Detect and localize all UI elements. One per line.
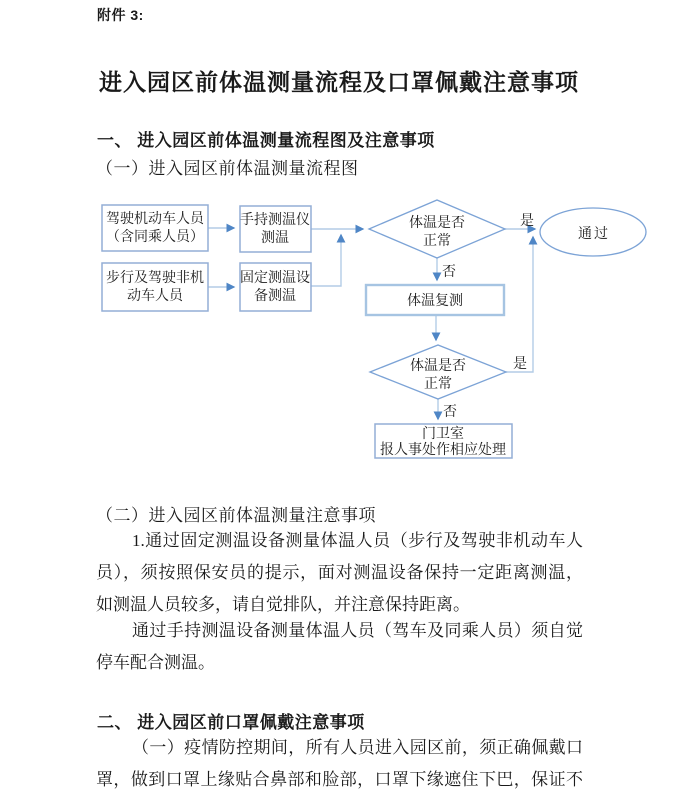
node-label: 步行及驾驶非机 bbox=[106, 271, 204, 286]
flowchart-node-handheld-device bbox=[240, 206, 311, 252]
paragraph-line: 通过手持测温设备测量体温人员（驾车及同乘人员）须自觉 bbox=[132, 621, 583, 640]
node-label: 体温是否 bbox=[410, 359, 466, 374]
flowchart-connectors bbox=[208, 228, 535, 419]
edge-label-no-1: 否 bbox=[442, 265, 456, 280]
node-label: 报人事处作相应处理 bbox=[380, 443, 506, 458]
edge-label-yes-1: 是 bbox=[520, 214, 534, 229]
flowchart-decision-temp-normal-2 bbox=[370, 345, 506, 399]
node-label: 固定测温设 bbox=[240, 271, 310, 286]
node-label: 驾驶机动车人员 bbox=[106, 212, 204, 227]
section2-heading: 二、 进入园区前口罩佩戴注意事项 bbox=[97, 713, 365, 732]
paragraph-measure-notes bbox=[96, 525, 583, 621]
paragraph-line: 1.通过固定测温设备测量体温人员（步行及驾驶非机动车人 bbox=[132, 531, 583, 550]
paragraph-line: 如测温人员较多，请自觉排队，并注意保持距离。 bbox=[96, 595, 470, 614]
edge-label-no-2: 否 bbox=[443, 405, 457, 420]
paragraph-line: 员），须按照保安员的提示，面对测温设备保持一定距离测温， bbox=[96, 563, 583, 582]
node-label: 正常 bbox=[423, 234, 451, 249]
flowchart-node-driver bbox=[102, 205, 208, 251]
node-label: （含同乘人员） bbox=[106, 230, 204, 245]
section1-sub2-heading: （二）进入园区前体温测量注意事项 bbox=[96, 506, 376, 525]
node-label: 体温复测 bbox=[407, 294, 463, 309]
flowchart-terminal-pass bbox=[540, 208, 646, 256]
flowchart-node-guard-room bbox=[375, 424, 512, 458]
paragraph-handheld-notes bbox=[96, 615, 583, 679]
node-label: 门卫室 bbox=[422, 427, 464, 442]
node-label: 动车人员 bbox=[127, 289, 183, 304]
node-label: 正常 bbox=[424, 377, 452, 392]
paragraph-mask-notes bbox=[96, 732, 583, 796]
edge-label-yes-2: 是 bbox=[513, 357, 527, 372]
doc-title: 进入园区前体温测量流程及口罩佩戴注意事项 bbox=[99, 70, 579, 95]
flowchart-node-pedestrian bbox=[102, 263, 208, 311]
attachment-label: 附件 3: bbox=[97, 7, 144, 23]
flowchart-node-fixed-device bbox=[240, 263, 311, 311]
section1-sub1-heading: （一）进入园区前体温测量流程图 bbox=[96, 159, 359, 178]
paragraph-line: 罩，做到口罩上缘贴合鼻部和脸部，口罩下缘遮住下巴，保证不 bbox=[96, 770, 583, 789]
flowchart-node-recheck bbox=[366, 285, 504, 315]
flowchart-decision-temp-normal-1 bbox=[369, 200, 505, 258]
node-label: 测温 bbox=[261, 231, 289, 246]
node-label: 手持测温仪 bbox=[240, 213, 310, 228]
node-label: 体温是否 bbox=[409, 216, 465, 231]
node-label: 通过 bbox=[578, 227, 610, 242]
section1-heading: 一、 进入园区前体温测量流程图及注意事项 bbox=[97, 131, 435, 150]
node-label: 备测温 bbox=[254, 289, 296, 304]
paragraph-line: 停车配合测温。 bbox=[96, 653, 215, 672]
paragraph-line: （一）疫情防控期间，所有人员进入园区前，须正确佩戴口 bbox=[132, 738, 583, 757]
